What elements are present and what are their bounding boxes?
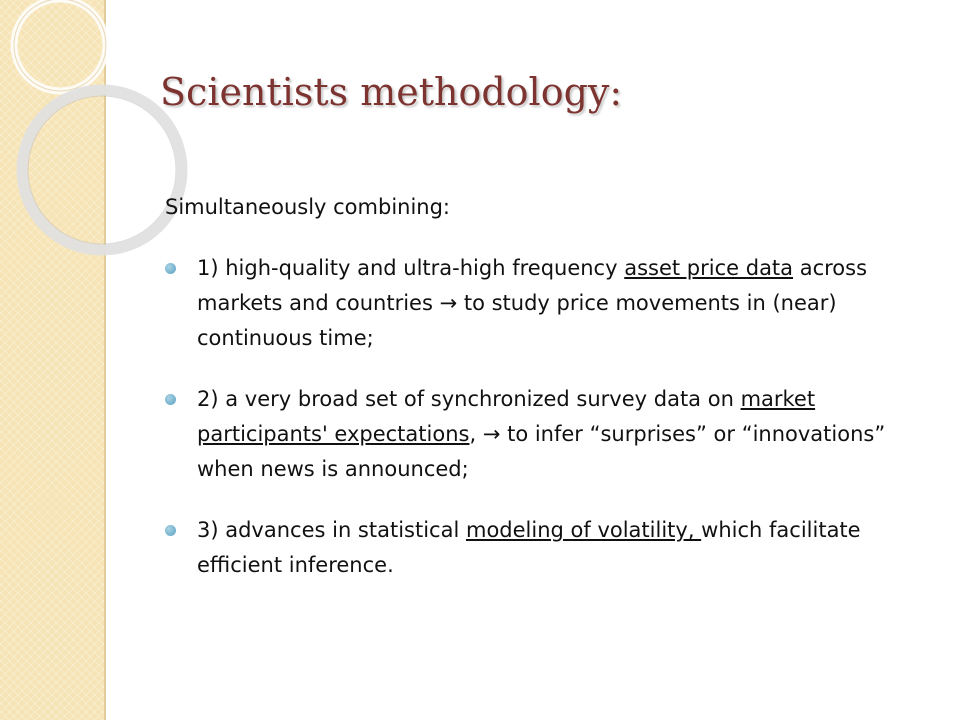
bullet-3-suffix: which facilitate efficient inference. [197, 518, 861, 577]
bullet-1-prefix: 1) high-quality and ultra-high frequency [197, 256, 625, 280]
bullet-dot-icon [165, 394, 176, 405]
bullet-2-suffix: , → to infer “surprises” or “innovations” when news is announced; [197, 422, 886, 481]
bullet-list [165, 251, 925, 583]
bullet-item-1 [165, 251, 925, 356]
intro-text: Simultaneously combining: [165, 195, 451, 219]
bullet-1-suffix: across markets and countries → to study price movements in (near) continuous time; [197, 256, 868, 350]
bullet-1-underlined: asset price data [624, 256, 794, 280]
slide-body [165, 190, 925, 609]
bullet-2-prefix: 2) a very broad set of synchronized survey data on [197, 387, 741, 411]
bullet-3-underlined: modeling of volatility, [465, 518, 702, 542]
bullet-3-prefix: 3) advances in statistical [197, 518, 466, 542]
bullet-dot-icon [165, 263, 176, 274]
slide-title: Scientists methodology: [160, 70, 623, 114]
bullet-2-underlined: market participants' expectations [197, 387, 816, 446]
bullet-dot-icon [165, 525, 176, 536]
bullet-item-3 [165, 513, 925, 583]
bullet-item-2 [165, 382, 925, 487]
